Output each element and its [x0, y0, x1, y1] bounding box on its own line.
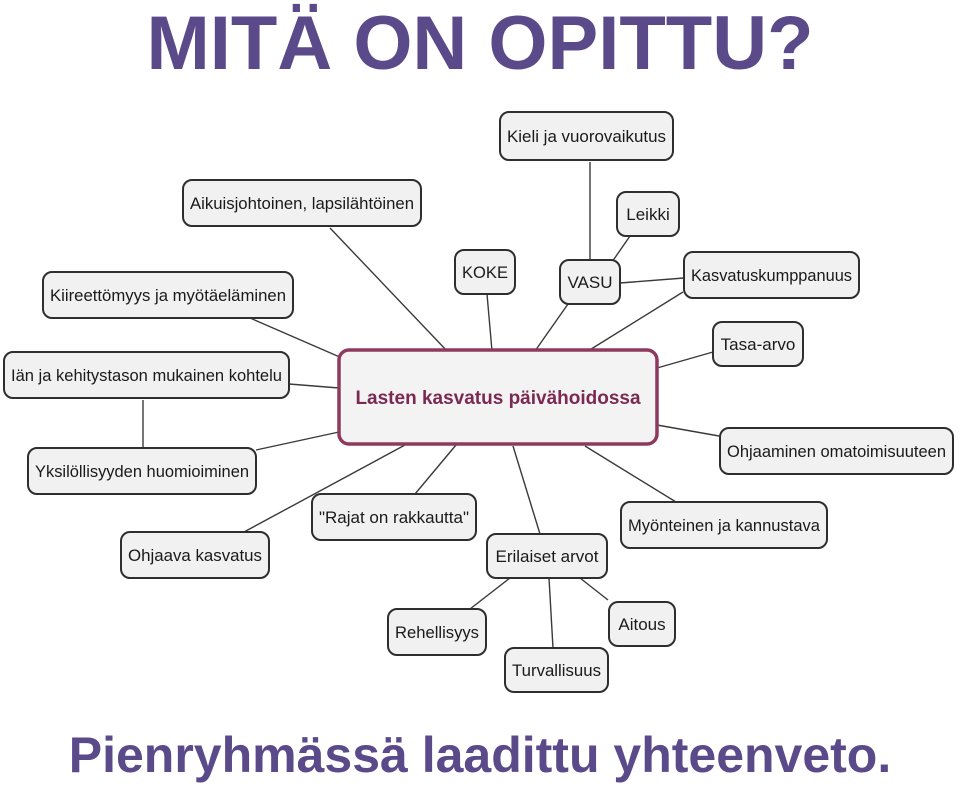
node-rajat [312, 494, 476, 540]
node-label: Tasa-arvo [720, 335, 796, 354]
node-ohjaava [121, 532, 269, 578]
connector-line [289, 384, 339, 388]
node-ian [4, 352, 289, 398]
connector-line [580, 578, 608, 600]
node-kasvatuskumppanuus [684, 252, 859, 298]
connector-line [256, 432, 339, 450]
connector-line [657, 425, 719, 436]
node-label: KOKE [462, 263, 508, 282]
connector-line [470, 578, 510, 609]
connector-line [535, 304, 568, 351]
connector-line [620, 278, 684, 283]
connector-line [513, 446, 540, 534]
node-label: Myönteinen ja kannustava [628, 516, 821, 535]
node-label: Ohjaaminen omatoimisuuteen [727, 442, 946, 461]
connector-line [549, 578, 553, 648]
connector-line [415, 445, 456, 494]
node-koke [455, 250, 515, 294]
node-kieli [500, 112, 673, 160]
node-label: Turvallisuus [512, 661, 601, 680]
node-myonteinen [621, 502, 827, 548]
page-title: MITÄ ON OPITTU? [146, 1, 814, 86]
node-rehellisyys [388, 609, 486, 655]
node-leikki [617, 192, 679, 236]
node-label: Rehellisyys [395, 623, 479, 642]
node-label: Aikuisjohtoinen, lapsilähtöinen [190, 194, 414, 213]
node-ohjaaminen [720, 428, 953, 474]
page-subtitle: Pienryhmässä laadittu yhteenveto. [68, 727, 892, 783]
connector-line [330, 228, 448, 352]
node-kiireettomyys [43, 272, 293, 318]
node-label: Kieli ja vuorovaikutus [507, 127, 666, 146]
node-yksilollisyyden [28, 448, 256, 494]
node-turvallisuus [505, 648, 608, 692]
node-label: Leikki [626, 205, 670, 224]
node-label: Kiireettömyys ja myötäeläminen [50, 286, 286, 305]
node-label: Aitous [618, 615, 666, 634]
node-label: Yksilöllisyyden huomioiminen [35, 462, 249, 481]
node-label: Ohjaava kasvatus [128, 546, 262, 565]
node-label: "Rajat on rakkautta" [319, 508, 469, 527]
node-label: VASU [567, 273, 613, 292]
node-label: Erilaiset arvot [495, 547, 599, 566]
node-tasaarvo [713, 322, 803, 366]
node-aikuisjohtoinen [183, 180, 421, 226]
center-node-label: Lasten kasvatus päivähoidossa [355, 388, 641, 409]
diagram-nodes [4, 112, 953, 692]
connector-line [657, 352, 713, 368]
node-erilaiset [487, 534, 607, 578]
connector-line [612, 236, 630, 262]
node-label: Iän ja kehitystason mukainen kohtelu [11, 366, 282, 385]
connector-line [487, 294, 492, 351]
node-aitous [609, 602, 675, 646]
node-label: Kasvatuskumppanuus [691, 266, 852, 285]
node-vasu [560, 260, 620, 304]
connector-line [585, 446, 676, 502]
center-node [339, 350, 657, 444]
